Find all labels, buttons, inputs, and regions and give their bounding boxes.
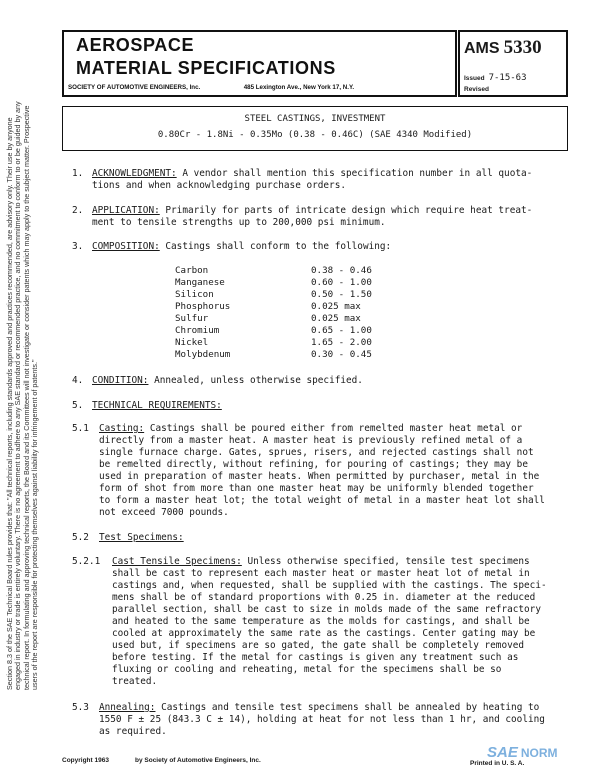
title-box <box>62 106 568 151</box>
section-5-2-1-text: parallel section, shall be cast to size in molds made of the same refractory <box>112 604 541 615</box>
composition-row <box>175 265 372 277</box>
section-5-2-1-number: 5.2.1 <box>72 556 101 567</box>
element-name: Carbon <box>175 265 209 276</box>
section-2-number: 2. <box>72 205 84 216</box>
ams-label: AMS <box>464 40 500 57</box>
section-5-1-text: used in preparation of master heats. When permitted by purchaser, metal in the <box>99 471 540 482</box>
revised-label: Revised <box>464 86 489 93</box>
element-name: Nickel <box>175 337 209 348</box>
header-society-line <box>68 84 354 91</box>
section-3-line-1 <box>92 241 391 253</box>
sae-norm-watermark <box>487 744 558 761</box>
section-1-heading: ACKNOWLEDGMENT: <box>92 168 177 179</box>
section-5-1-text: Castings shall be poured either from remelted master heat metal or <box>149 423 523 434</box>
section-5-2-1-heading: Cast Tensile Specimens: <box>112 556 242 567</box>
section-5-2-1-text: mens shall be of standard proportions with 0.25 in. diameter at the reduced <box>112 592 536 603</box>
section-5-3-number: 5.3 <box>72 702 89 713</box>
section-5-1-text: form of shot from more than one master heat may be uniformly blended together <box>99 483 534 494</box>
composition-row <box>175 289 372 301</box>
element-range: 0.60 - 1.00 <box>311 277 372 288</box>
element-range: 0.30 - 0.45 <box>311 349 372 360</box>
section-5-1-heading: Casting: <box>99 423 145 434</box>
section-5-2-1-text: and heated to the same temperature as the molds for castings, and shall be <box>112 616 530 627</box>
section-5-2-number: 5.2 <box>72 532 89 543</box>
section-5-2-1-text: cooled at approximately the same rate as the castings. Center gating may be <box>112 628 536 639</box>
section-2-line-1 <box>92 205 532 217</box>
footer-society: by Society of Automotive Engineers, Inc. <box>135 757 261 764</box>
section-5-1-text: be remelted directly, without refining, for pouring of castings; they may be <box>99 459 528 470</box>
section-5-3-text: 1550 F ± 25 (843.3 C ± 14), holding at heat for not less than 1 hr, and cooling <box>99 714 545 725</box>
ams-code <box>464 37 542 59</box>
element-range: 0.025 max <box>311 301 361 312</box>
section-5-3-line-1 <box>99 702 539 714</box>
element-range: 0.38 - 0.46 <box>311 265 372 276</box>
spec-subtitle: 0.80Cr - 1.8Ni - 0.35Mo (0.38 - 0.46C) (SAE 4340 Modified) <box>157 130 473 140</box>
section-4-number: 4. <box>72 375 84 386</box>
element-name: Chromium <box>175 325 220 336</box>
section-5-1-text: single furnace charge. Gates, sprues, risers, and rejected castings shall not <box>99 447 534 458</box>
section-5-3-text: as required. <box>99 726 167 737</box>
element-name: Manganese <box>175 277 225 288</box>
section-1-number: 1. <box>72 168 84 179</box>
composition-row <box>175 337 372 349</box>
footer-printed: Printed in U. S. A. <box>470 760 525 767</box>
section-5-2-1-text: Unless otherwise specified, tensile test specimens <box>247 556 530 567</box>
element-name: Phosphorus <box>175 301 231 312</box>
section-5-1-text: directly from a master heat. A master heat is previously refined metal of a <box>99 435 523 446</box>
section-2-text-2: ment to tensile strengths up to 200,000 psi minimum. <box>92 217 386 228</box>
section-5-1-number: 5.1 <box>72 423 89 434</box>
section-5-1-text: to form a master heat lot; the total weight of metal in a master heat lot shall <box>99 495 545 506</box>
section-3-heading: COMPOSITION: <box>92 241 160 252</box>
section-3-intro: Castings shall conform to the following: <box>165 241 392 252</box>
section-5-2-1-text: used but, if specimens are so gated, the gate shall be completely removed <box>112 640 525 651</box>
watermark-text: NORM <box>520 746 558 760</box>
section-5-heading: TECHNICAL REQUIREMENTS: <box>92 400 222 411</box>
section-5-2-1-text: fluxing or cooling and reheating, metal for the specimens shall be so <box>112 664 502 675</box>
footer-copyright: Copyright 1963 <box>62 757 109 764</box>
section-1-text-1: A vendor shall mention this specification number in all quota- <box>182 168 533 179</box>
section-5-2-1-text: shall be cast to represent each master heat or master heat lot of metal in <box>112 568 530 579</box>
section-3-number: 3. <box>72 241 84 252</box>
header-title-material-specs: MATERIAL SPECIFICATIONS <box>76 58 336 78</box>
header-box <box>62 30 457 97</box>
composition-row <box>175 277 372 289</box>
section-1-line-1 <box>92 168 532 180</box>
section-5-1-text: not exceed 7000 pounds. <box>99 507 229 518</box>
spec-title: STEEL CASTINGS, INVESTMENT <box>244 114 386 124</box>
society-address: 485 Lexington Ave., New York 17, N.Y. <box>243 84 355 91</box>
issued-date: 7-15-63 <box>488 73 527 83</box>
composition-row <box>175 313 361 325</box>
disclaimer-text: Section 8.3 of the SAE Technical Board rules provides that: "All technical reports, including standards approved and practices recommended, are advisory only. Their use by anyone engaged in industry or trade is entirely voluntary. There is no agreement to adhere to any SAE standard or recommended practice, and no commitment to conform to or be guided by any technical report. In formulating and approving technical reports, the Board and its Committees will not investigate or consider patents which may apply to the subject matter. Prospective users of the report are responsible for protecting themselves against liability for infringement of patents." <box>5 101 40 690</box>
element-range: 0.50 - 1.50 <box>311 289 372 300</box>
section-5-3-text: Castings and tensile test specimens shall be annealed by heating to <box>161 702 540 713</box>
section-2-text-1: Primarily for parts of intricate design which require heat treat- <box>165 205 533 216</box>
section-5-2-heading: Test Specimens: <box>99 532 184 543</box>
section-4-text: Annealed, unless otherwise specified. <box>154 375 363 386</box>
composition-row <box>175 349 372 361</box>
composition-row <box>175 325 372 337</box>
section-5-2-1-line-1 <box>112 556 530 568</box>
header-title-aerospace: AEROSPACE <box>76 35 195 55</box>
sidebar-disclaimer <box>6 90 58 690</box>
element-name: Silicon <box>175 289 214 300</box>
ams-number: 5330 <box>503 37 542 58</box>
section-5-2-1-text: before testing. If the metal for castings is given any treatment such as <box>112 652 519 663</box>
sae-logo-icon: SAE <box>487 744 518 761</box>
element-range: 0.65 - 1.00 <box>311 325 372 336</box>
section-2-heading: APPLICATION: <box>92 205 160 216</box>
section-4-heading: CONDITION: <box>92 375 149 386</box>
composition-row <box>175 301 361 313</box>
issued-label: Issued <box>464 75 485 82</box>
section-5-2-1-text: treated. <box>112 676 158 687</box>
element-name: Sulfur <box>175 313 209 324</box>
section-5-1-line-1 <box>99 423 522 435</box>
section-4-line-1 <box>92 375 363 387</box>
issued-line <box>464 73 527 83</box>
section-5-3-heading: Annealing: <box>99 702 156 713</box>
section-1-text-2: tions and when acknowledging purchase orders. <box>92 180 346 191</box>
section-5-2-1-text: castings and, when requested, shall be supplied with the castings. The speci- <box>112 580 547 591</box>
element-range: 0.025 max <box>311 313 361 324</box>
element-range: 1.65 - 2.00 <box>311 337 372 348</box>
society-name: SOCIETY OF AUTOMOTIVE ENGINEERS, Inc. <box>68 84 201 91</box>
element-name: Molybdenum <box>175 349 231 360</box>
spec-number-box <box>458 30 568 97</box>
section-5-number: 5. <box>72 400 84 411</box>
